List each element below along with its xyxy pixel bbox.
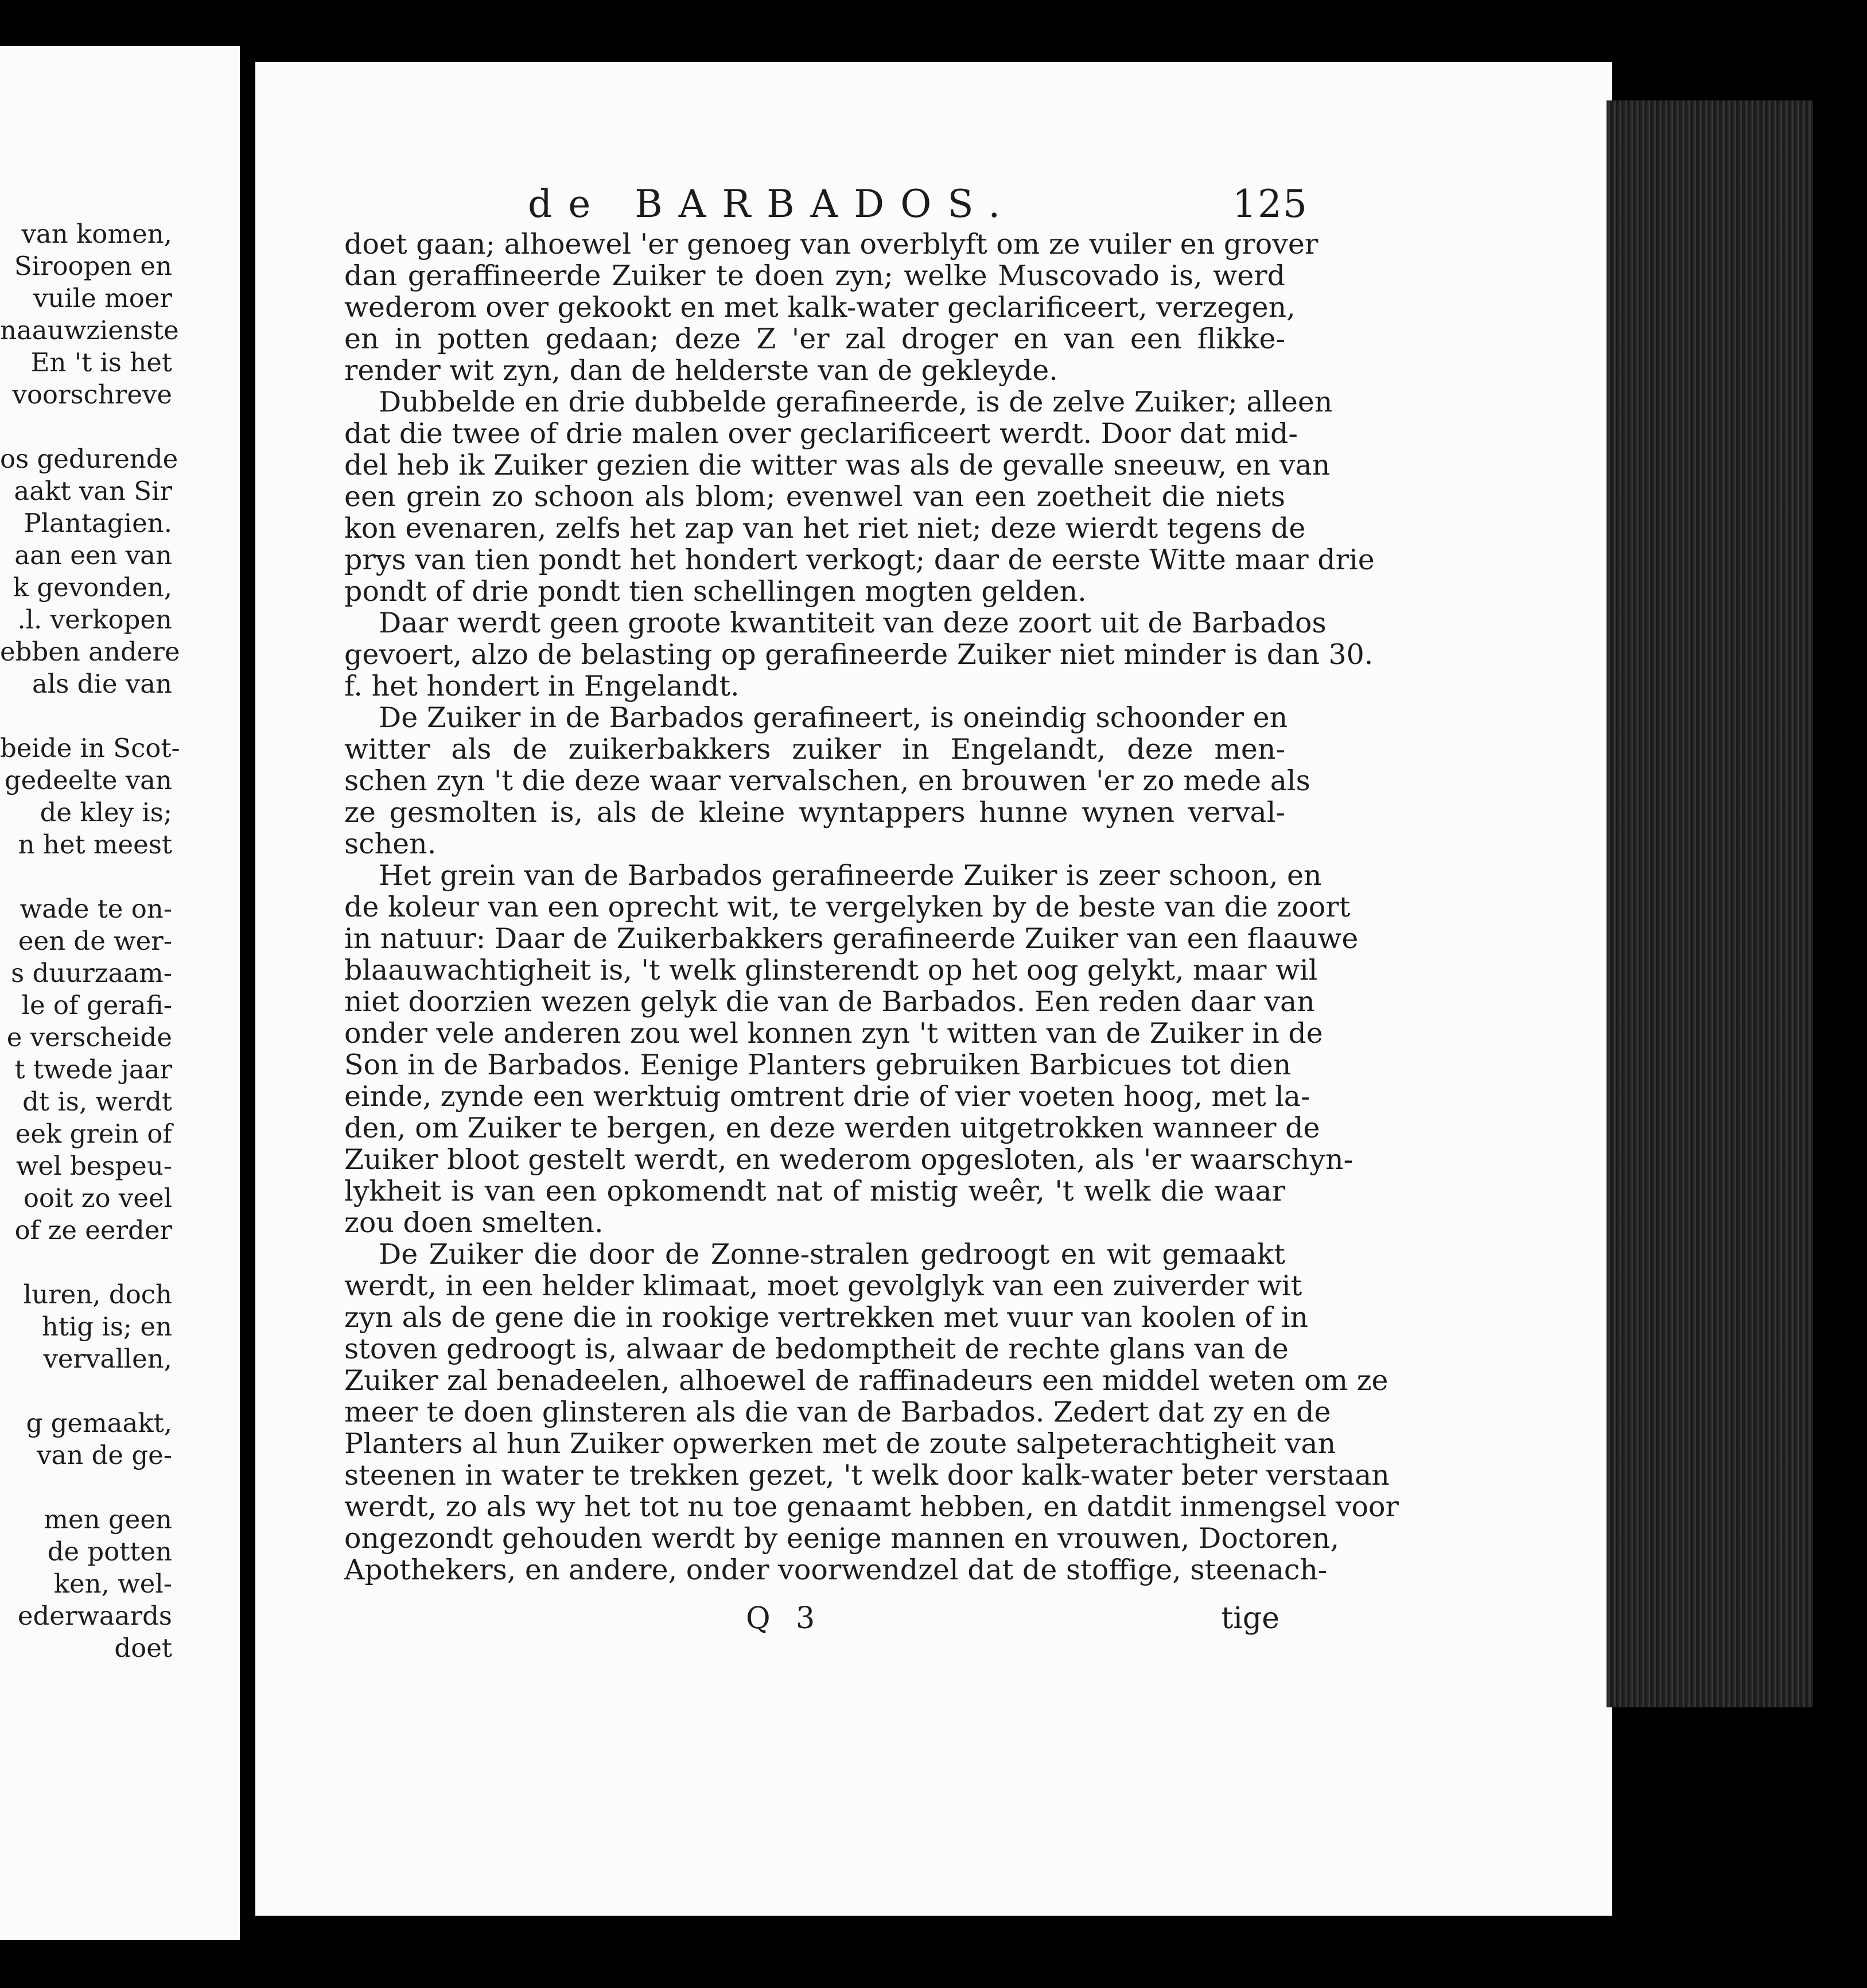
left-page-line: ken, wel- — [53, 1568, 172, 1599]
left-page-line: .l. verkopen — [17, 604, 172, 635]
text-line: Zuiker zal benadeelen, alhoewel de raffinadeurs een middel weten om ze — [344, 1364, 1388, 1397]
left-page-line: le of gerafi- — [21, 990, 172, 1020]
text-line: f. het hondert in Engelandt. — [344, 670, 740, 702]
left-page-line — [0, 700, 172, 732]
text-line: den, om Zuiker te bergen, en deze werden uitgetrokken wanneer de — [344, 1112, 1320, 1144]
left-page-line: t twede jaar — [14, 1054, 172, 1085]
text-line: De Zuiker die door de Zonne-stralen gedroogt en wit gemaakt — [379, 1238, 1285, 1271]
left-page-line: vervallen, — [43, 1344, 172, 1374]
left-page-line: van de ge- — [37, 1440, 172, 1470]
left-page-line: de potten — [47, 1536, 172, 1567]
left-page-line — [0, 1375, 172, 1407]
left-page-line: aan een van — [14, 540, 172, 570]
text-line: lykheit is van een opkomendt nat of mistig weêr, 't welk die waar — [344, 1175, 1285, 1207]
text-line: zou doen smelten. — [344, 1206, 604, 1239]
left-page-line: een de wer- — [18, 926, 172, 956]
left-page-line: htig is; en — [41, 1311, 172, 1342]
left-page-line: voorschreve — [12, 379, 172, 410]
text-line: stoven gedroogt is, alwaar de bedomptheit de rechte glans van de — [344, 1333, 1289, 1365]
text-line: ongezondt gehouden werdt by eenige mannen en vrouwen, Doctoren, — [344, 1522, 1340, 1555]
text-line: doet gaan; alhoewel 'er genoeg van overblyft om ze vuiler en grover — [344, 228, 1318, 261]
left-page-line: dt is, werdt — [22, 1086, 172, 1117]
text-line: gevoert, alzo de belasting op gerafineerde Zuiker niet minder is dan 30. — [344, 638, 1374, 671]
text-line: render wit zyn, dan de helderste van de gekleyde. — [344, 354, 1058, 387]
text-line: Zuiker bloot gestelt werdt, en wederom opgesloten, als 'er waarschyn- — [344, 1143, 1353, 1176]
page-edges — [1607, 100, 1813, 1707]
left-page-line: os gedurende — [0, 444, 178, 474]
left-page-line: wel bespeu- — [16, 1151, 172, 1181]
left-page-line: naauwzienste — [0, 315, 179, 345]
text-line: Het grein van de Barbados gerafineerde Zuiker is zeer schoon, en — [379, 859, 1322, 892]
left-page-line: doet — [114, 1633, 172, 1663]
left-page-line: vuile moer — [33, 283, 172, 313]
left-page-line — [0, 1471, 172, 1504]
left-page-line — [0, 1247, 172, 1279]
left-page-line: de kley is; — [40, 797, 172, 828]
text-line: ze gesmolten is, als de kleine wyntappers hunne wynen verval- — [344, 796, 1285, 829]
left-page-line — [0, 411, 172, 443]
page-footer — [344, 1601, 1285, 1636]
text-line: Son in de Barbados. Eenige Planters gebruiken Barbicues tot dien — [344, 1049, 1292, 1081]
text-line: zyn als de gene die in rookige vertrekken met vuur van koolen of in — [344, 1301, 1309, 1334]
left-page-line: luren, doch — [23, 1279, 172, 1310]
text-line: wederom over gekookt en met kalk-water geclarificeert, verzegen, — [344, 291, 1296, 324]
text-line: Apothekers, en andere, onder voorwendzel dat de stoffige, steenach- — [344, 1554, 1328, 1586]
running-head: de BARBADOS. — [528, 181, 1017, 226]
left-page-line: eek grein of — [15, 1119, 172, 1149]
left-page-line: Siroopen en — [14, 251, 172, 281]
text-line: schen zyn 't die deze waar vervalschen, en brouwen 'er zo mede als — [344, 764, 1310, 797]
left-page-line: beide in Scot- — [0, 733, 180, 763]
left-page-line: ederwaards — [17, 1601, 172, 1631]
text-line: de koleur van een oprecht wit, te vergelyken by de beste van die zoort — [344, 891, 1351, 923]
text-line: in natuur: Daar de Zuikerbakkers gerafineerde Zuiker van een flaauwe — [344, 922, 1359, 955]
text-line: schen. — [344, 828, 437, 860]
left-page-text — [0, 218, 180, 1664]
left-page-line: ebben andere — [0, 636, 180, 667]
text-line: werdt, in een helder klimaat, moet gevolglyk van een zuiverder wit — [344, 1269, 1302, 1302]
text-line: dan geraffineerde Zuiker te doen zyn; welke Muscovado is, werd — [344, 259, 1285, 292]
left-page-line: n het meest — [18, 829, 172, 860]
text-line: prys van tien pondt het hondert verkogt; daar de eerste Witte maar drie — [344, 543, 1375, 576]
page-edges-shadow — [1813, 100, 1867, 1822]
text-line: kon evenaren, zelfs het zap van het riet niet; deze wierdt tegens de — [344, 512, 1306, 545]
text-line: pondt of drie pondt tien schellingen mogten gelden. — [344, 575, 1087, 608]
left-page-line: aakt van Sir — [14, 476, 172, 506]
left-page-line: van komen, — [21, 219, 172, 249]
text-line: dat die twee of drie malen over geclarificeert werdt. Door dat mid- — [344, 417, 1298, 450]
text-line: en in potten gedaan; deze Z 'er zal droger en van een flikke- — [344, 323, 1285, 355]
text-line: meer te doen glinsteren als die van de Barbados. Zedert dat zy en de — [344, 1396, 1331, 1428]
left-page-line — [0, 861, 172, 893]
text-line: een grein zo schoon als blom; evenwel van een zoetheit die niets — [344, 480, 1285, 513]
text-line: del heb ik Zuiker gezien die witter was als de gevalle sneeuw, en van — [344, 449, 1331, 482]
text-line: Dubbelde en drie dubbelde gerafineerde, is de zelve Zuiker; alleen — [379, 386, 1333, 418]
text-line: Planters al hun Zuiker opwerken met de zoute salpeterachtigheit van — [344, 1427, 1336, 1460]
left-page-line: wade te on- — [20, 894, 172, 924]
text-line: steenen in water te trekken gezet, 't welk door kalk-water beter verstaan — [344, 1459, 1390, 1492]
left-page-line: gedeelte van — [4, 765, 172, 795]
left-page-line: of ze eerder — [14, 1215, 172, 1245]
text-line: witter als de zuikerbakkers zuiker in Engelandt, deze men- — [344, 733, 1285, 766]
left-page-line: Plantagien. — [24, 508, 172, 538]
text-line: Daar werdt geen groote kwantiteit van deze zoort uit de Barbados — [379, 607, 1327, 639]
left-page-line: s duurzaam- — [11, 958, 172, 988]
text-line: De Zuiker in de Barbados gerafineert, is oneindig schoonder en — [379, 701, 1288, 734]
left-page-line: als die van — [32, 669, 172, 699]
page-number: 125 — [1232, 181, 1308, 226]
text-line: onder vele anderen zou wel konnen zyn 't witten van de Zuiker in de — [344, 1017, 1323, 1050]
body-text — [344, 228, 1399, 1586]
text-line: blaauwachtigheit is, 't welk glinsterendt op het oog gelykt, maar wil — [344, 954, 1318, 987]
left-page-line: e verscheide — [6, 1022, 172, 1053]
left-page-line: men geen — [44, 1504, 172, 1535]
text-line: werdt, zo als wy het tot nu toe genaamt hebben, en datdit inmengsel voor — [344, 1490, 1399, 1523]
left-page-line: En 't is het — [30, 347, 172, 378]
left-page-line: ooit zo veel — [23, 1183, 172, 1213]
left-page-line: g gemaakt, — [26, 1408, 172, 1438]
text-line: einde, zynde een werktuig omtrent drie of vier voeten hoog, met la- — [344, 1080, 1310, 1113]
left-page — [0, 46, 240, 1940]
left-page-line: k gevonden, — [13, 572, 172, 603]
catchword: tige — [1221, 1601, 1279, 1636]
running-header — [528, 178, 1308, 230]
signature-mark: Q 3 — [746, 1601, 823, 1636]
text-line: niet doorzien wezen gelyk die van de Barbados. Een reden daar van — [344, 985, 1315, 1018]
